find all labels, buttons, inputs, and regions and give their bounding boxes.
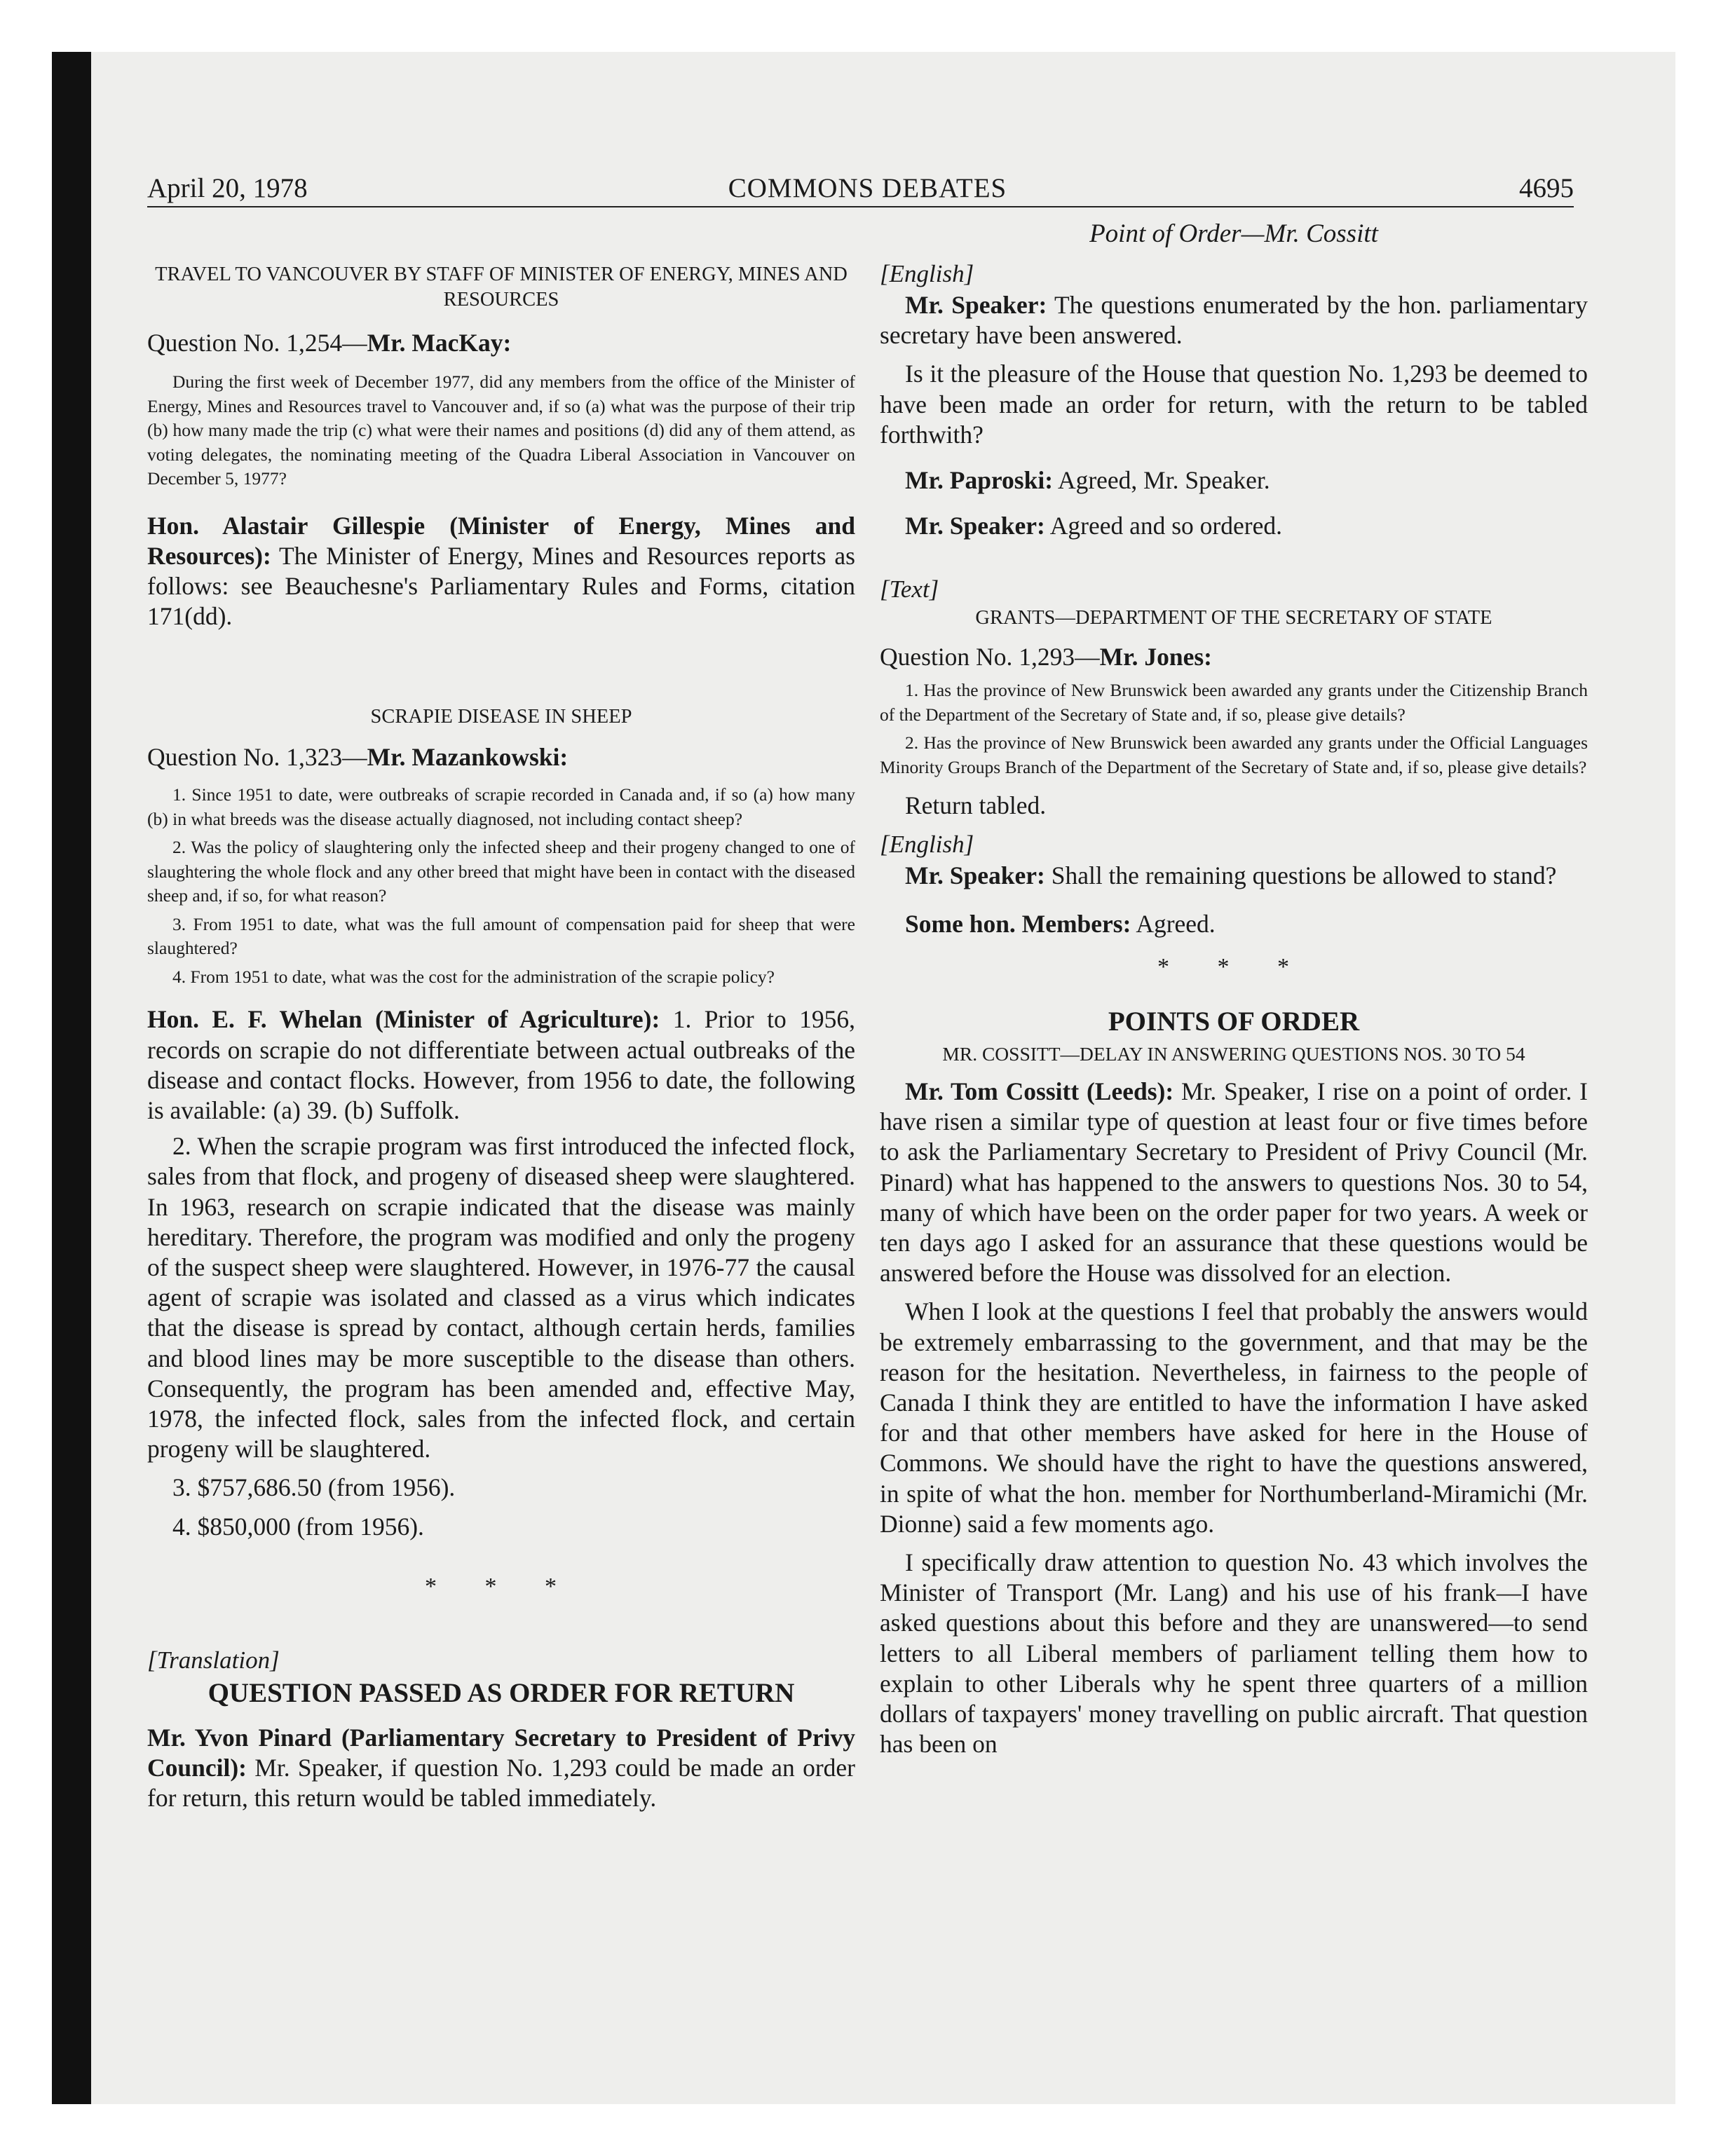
header-page-number: 4695 <box>1519 173 1574 203</box>
question-1254-member: Mr. MacKay: <box>367 329 512 357</box>
whelan-answer-text: 1. Prior to 1956, records on scrapie do not differentiate between actual outbreaks of the disease and contact flocks. However, from 1956 to date, the following is available: (a) 39. (b) Suffolk. <box>147 1005 855 1124</box>
speaker-name: Mr. Speaker: <box>905 512 1045 540</box>
scrapie-heading: SCRAPIE DISEASE IN SHEEP <box>370 706 632 728</box>
question-1323-item: 2. Was the policy of slaughtering only the infected sheep and their progeny changed to one of slaughtering the whole flock and any other breed that might have been in contact with the diseased sheep and, if so, for what reason? <box>147 837 855 906</box>
paproski-statement <box>880 465 1588 496</box>
gillespie-speaker: Hon. Alastair Gillespie (Minister of Energy, Mines and Resources): <box>147 511 855 570</box>
section-divider-stars: * * * <box>425 1573 578 1599</box>
speaker-statement-text: Agreed and so ordered. <box>1045 512 1282 540</box>
speaker-statement <box>880 290 1588 350</box>
cossitt-paragraph-2: When I look at the questions I feel that probably the answers would be extremely embarrassing to the government, and that may be the reason for the hesitation. Nevertheless, in fairness to the people of Canada I think they are entitled to have the information I have asked for and that other members have asked for here in the House of Commons. We should have the right to have the questions answered, in spite of what the hon. member for Northumberland-Miramichi (Mr. Dionne) said a few moments ago. <box>880 1297 1588 1538</box>
travel-heading: TRAVEL TO VANCOUVER BY STAFF OF MINISTER OF ENERGY, MINES AND RESOURCES <box>155 264 848 311</box>
header-title: COMMONS DEBATES <box>728 173 1007 203</box>
translation-tag: [Translation] <box>147 1646 280 1674</box>
question-1323-item: 4. From 1951 to date, what was the cost for the administration of the scrapie policy? <box>172 966 775 987</box>
question-1323-line <box>147 741 855 773</box>
question-1293-item: 2. Has the province of New Brunswick been awarded any grants under the Official Languages Minority Groups Branch of the Department of the Secretary of State and, if so, please give details? <box>880 732 1588 777</box>
whelan-answer-item-3: 3. $757,686.50 (from 1956). <box>172 1473 456 1502</box>
question-1293-label: Question No. 1,293— <box>880 643 1100 671</box>
members-statement <box>880 909 1588 939</box>
paproski-statement-text: Agreed, Mr. Speaker. <box>1053 466 1270 495</box>
cossitt-heading: MR. COSSITT—DELAY IN ANSWERING QUESTIONS NOS. 30 TO 54 <box>942 1043 1525 1065</box>
cossitt-speaker: Mr. Tom Cossitt (Leeds): <box>905 1077 1174 1106</box>
left-column <box>147 217 855 1813</box>
speaker-statement <box>880 861 1588 891</box>
question-1254-text: During the first week of December 1977, did any members from the office of the Minister of Energy, Mines and Resources travel to Vancouver and, if so (a) what was the purpose of their trip (b) how many made the trip (c) what were their names and positions (d) did any of them attend, as voting delegates, the nominating meeting of the Quadra Liberal Association in Vancouver on December 5, 1977? <box>147 371 855 489</box>
header-rule <box>147 206 1574 207</box>
speaker-name: Mr. Speaker: <box>905 861 1045 889</box>
return-tabled: Return tabled. <box>905 791 1047 820</box>
question-1293-member: Mr. Jones: <box>1099 643 1212 671</box>
cossitt-statement <box>880 1077 1588 1288</box>
question-1254-line <box>147 327 855 359</box>
question-1293-line <box>880 641 1588 673</box>
paproski-name: Mr. Paproski: <box>905 466 1054 495</box>
gillespie-answer <box>147 511 855 632</box>
pinard-speaker: Mr. Yvon Pinard (Parliamentary Secretary to President of Privy Council): <box>147 1723 855 1782</box>
running-head: Point of Order—Mr. Cossitt <box>1089 219 1378 248</box>
whelan-speaker: Hon. E. F. Whelan (Minister of Agriculture): <box>147 1005 660 1034</box>
whelan-answer <box>147 1004 855 1126</box>
section-divider-stars: * * * <box>1157 954 1310 981</box>
pinard-statement <box>147 1723 855 1814</box>
question-1323-item: 1. Since 1951 to date, were outbreaks of scrapie recorded in Canada and, if so (a) how many (b) in what breeds was the disease actually diagnosed, not including contact sheep? <box>147 784 855 829</box>
english-tag: [English] <box>880 260 974 287</box>
pleasure-of-house-text: Is it the pleasure of the House that question No. 1,293 be deemed to have been made an order for return, with the return to be tabled forthwith? <box>880 360 1588 449</box>
question-1323-label: Question No. 1,323— <box>147 743 367 772</box>
cossitt-statement-text: Mr. Speaker, I rise on a point of order. I have risen a similar type of question at least four or five times before to ask the Parliamentary Secretary to President of Privy Council (Mr. Pinard) what has happened to the answers to questions Nos. 30 to 54, many of which have been on the order paper for two years. A week or ten days ago I asked for an assurance that these questions would be answered before the House was dissolved for an election. <box>880 1077 1588 1288</box>
english-tag: [English] <box>880 830 974 858</box>
grants-heading: GRANTS—DEPARTMENT OF THE SECRETARY OF STATE <box>975 607 1492 629</box>
text-tag: [Text] <box>880 575 939 603</box>
points-of-order-heading: POINTS OF ORDER <box>1108 1007 1360 1037</box>
speaker-statement-text: The questions enumerated by the hon. parliamentary secretary have been answered. <box>880 291 1588 350</box>
speaker-name: Mr. Speaker: <box>905 291 1047 319</box>
members-name: Some hon. Members: <box>905 909 1131 938</box>
question-1323-member: Mr. Mazankowski: <box>367 743 569 772</box>
header-date: April 20, 1978 <box>147 173 308 203</box>
speaker-statement-text: Shall the remaining questions be allowed to stand? <box>1045 861 1557 889</box>
right-column <box>880 217 1588 1760</box>
whelan-answer-item-2: 2. When the scrapie program was first introduced the infected flock, sales from that flock, and progeny of diseased sheep were slaughtered. In 1963, research on scrapie indicated that the disease was mainly hereditary. Therefore, the program was modified and only the progeny of the suspect sheep were slaughtered. However, in 1976-77 the causal agent of scrapie was isolated and classed as a virus which indicates that the disease is spread by contact, although certain herds, families and blood lines may be more susceptible to the disease than others. Consequently, the program has been amended and, effective May, 1978, the infected flock, sales from the infected flock, and certain progeny will be slaughtered. <box>147 1132 855 1464</box>
question-1323-item: 3. From 1951 to date, what was the full amount of compensation paid for sheep that were slaughtered? <box>147 913 855 959</box>
whelan-answer-item-4: 4. $850,000 (from 1956). <box>172 1512 424 1541</box>
speaker-statement <box>880 511 1588 541</box>
cossitt-paragraph-3: I specifically draw attention to question No. 43 which involves the Minister of Transport (Mr. Lang) and his use of his frank—I have asked questions about this before and they are unanswered—to send letters to all Liberal members of parliament telling them how to explain to other Liberals why he spent three quarters of a million dollars of taxpayers' money travelling on public aircraft. That question has been on <box>880 1548 1588 1759</box>
question-1293-item: 1. Has the province of New Brunswick been awarded any grants under the Citizenship Branch of the Department of the Secretary of State and, if so, please give details? <box>880 680 1588 725</box>
order-for-return-heading: QUESTION PASSED AS ORDER FOR RETURN <box>207 1677 795 1708</box>
pinard-statement-text: Mr. Speaker, if question No. 1,293 could be made an order for return, this return would be tabled immediately. <box>147 1753 855 1813</box>
gillespie-answer-text: The Minister of Energy, Mines and Resources reports as follows: see Beauchesne's Parliamentary Rules and Forms, citation 171(dd). <box>147 541 855 631</box>
question-1254-label: Question No. 1,254— <box>147 329 367 357</box>
members-statement-text: Agreed. <box>1131 909 1216 938</box>
